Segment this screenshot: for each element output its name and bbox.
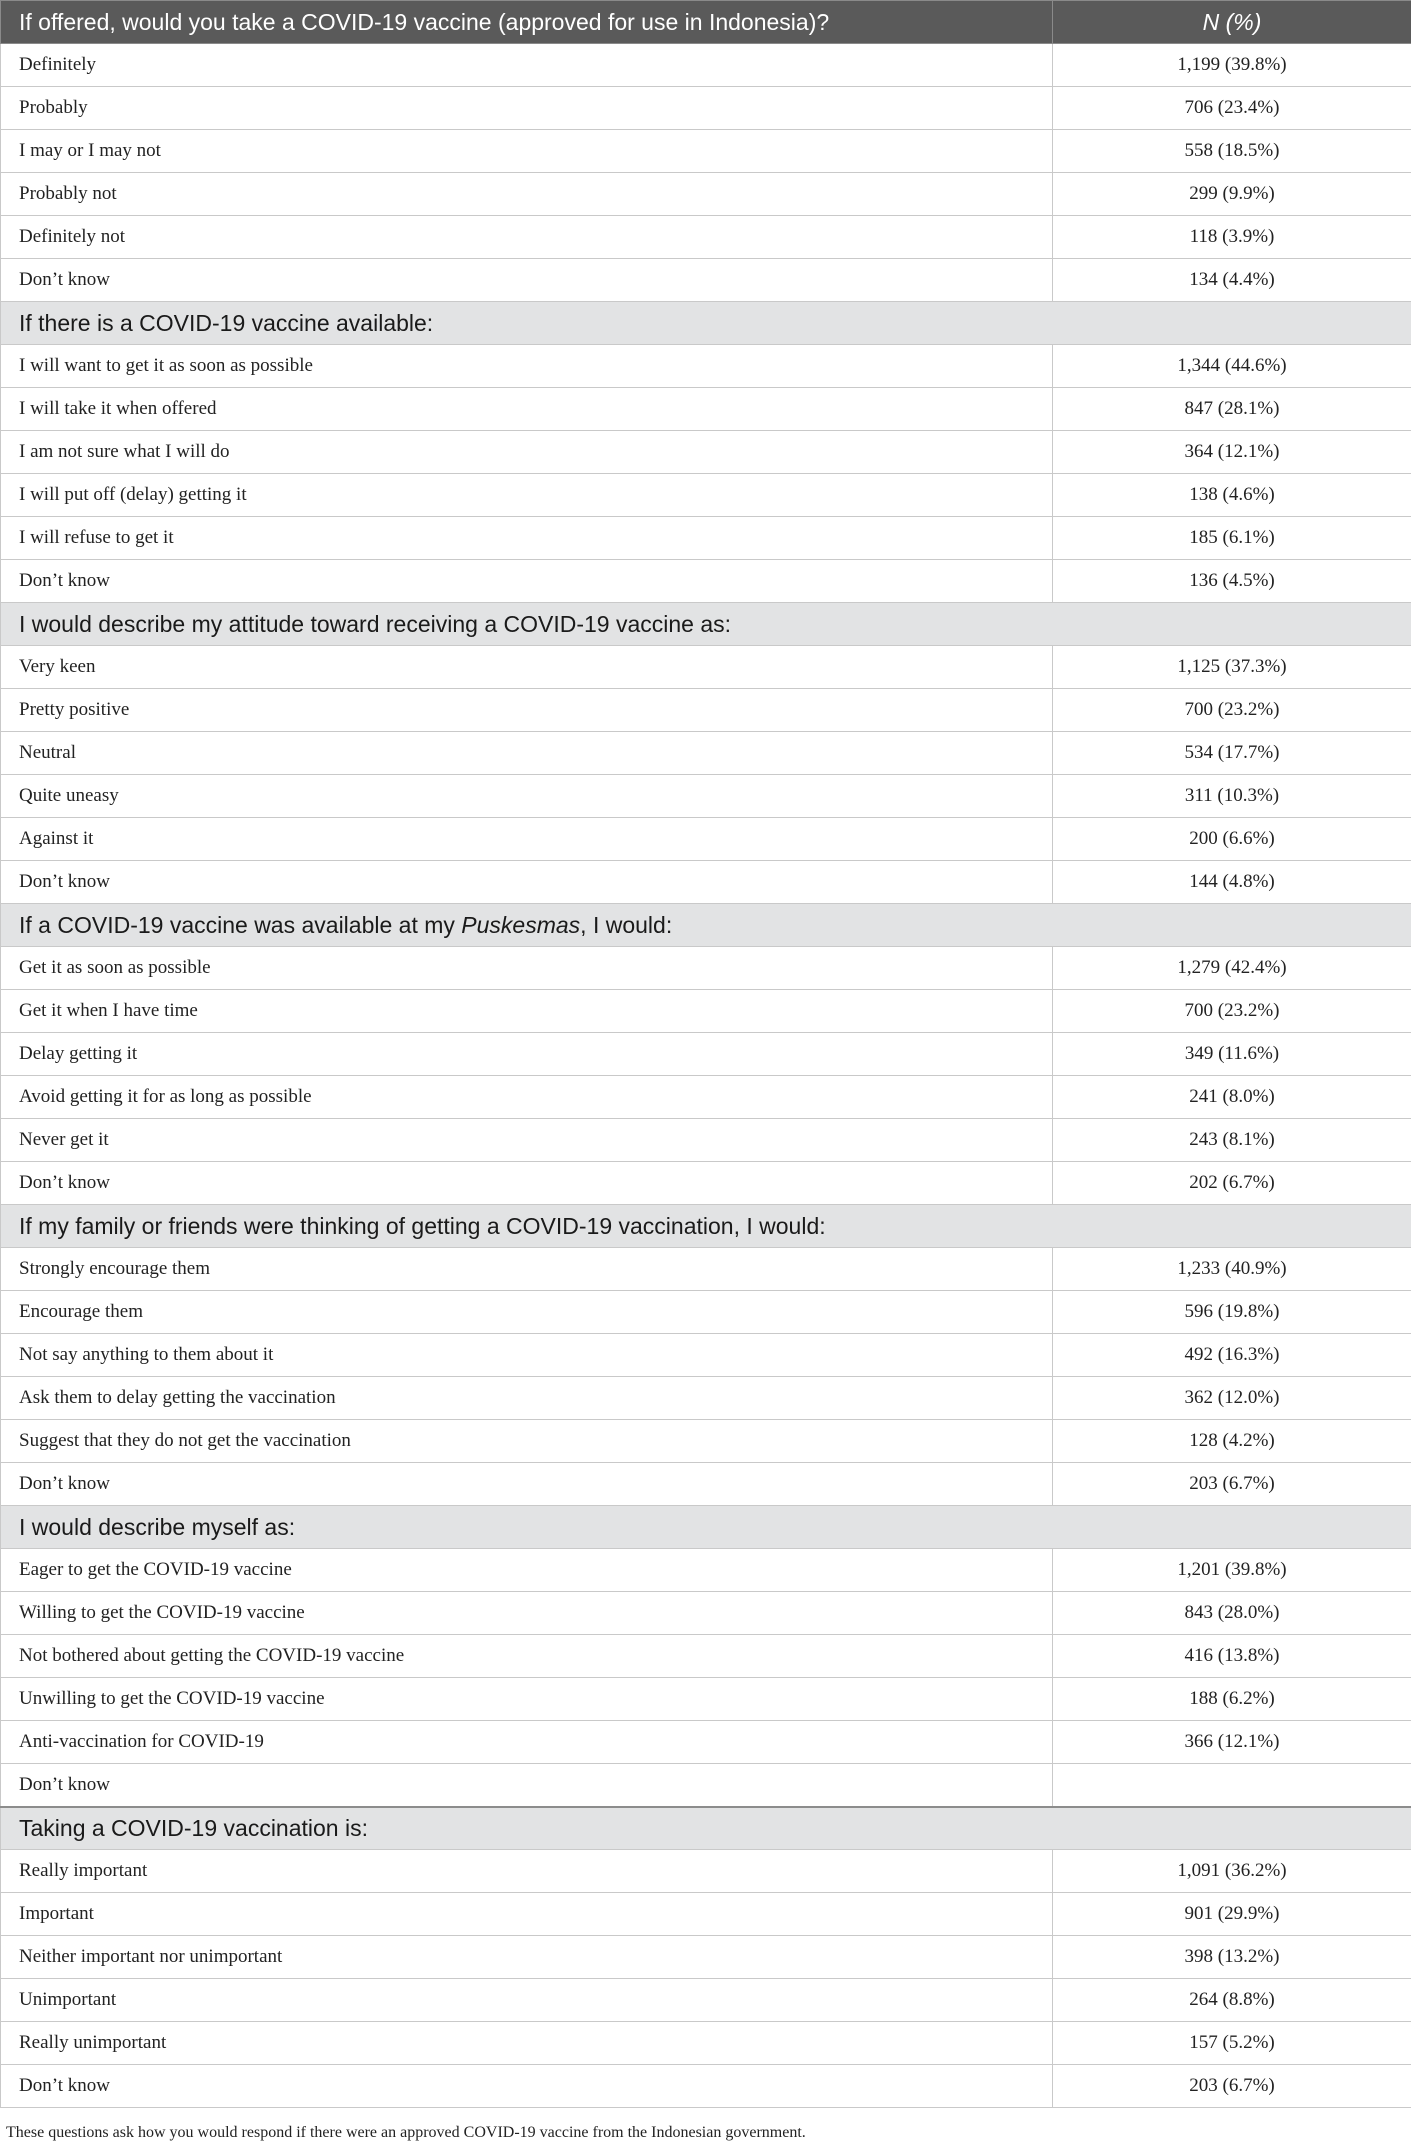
section-title: I would describe my attitude toward receiving a COVID-19 vaccine as: <box>1 603 1411 646</box>
table-row <box>1 2022 1411 2065</box>
table-row <box>1 2065 1411 2108</box>
table-row <box>1 259 1411 302</box>
section-title: If my family or friends were thinking of getting a COVID-19 vaccination, I would: <box>1 1205 1411 1248</box>
response-label: Avoid getting it for as long as possible <box>1 1076 1053 1119</box>
response-label: Neither important nor unimportant <box>1 1936 1053 1979</box>
response-count: 558 (18.5%) <box>1053 130 1411 173</box>
table-row <box>1 1850 1411 1893</box>
response-label: Anti-vaccination for COVID-19 <box>1 1721 1053 1764</box>
response-label: Pretty positive <box>1 689 1053 732</box>
response-label: Really important <box>1 1850 1053 1893</box>
table-row <box>1 87 1411 130</box>
response-count <box>1053 1764 1411 1807</box>
table-row <box>1 1291 1411 1334</box>
response-count: 1,344 (44.6%) <box>1053 345 1411 388</box>
section-title-text: If a COVID-19 vaccine was available at my <box>19 911 462 938</box>
section-header-row <box>1 1506 1411 1549</box>
table-row <box>1 345 1411 388</box>
table-body <box>1 44 1411 2108</box>
response-count: 138 (4.6%) <box>1053 474 1411 517</box>
response-label: I will put off (delay) getting it <box>1 474 1053 517</box>
response-label: Get it when I have time <box>1 990 1053 1033</box>
table-row <box>1 818 1411 861</box>
table-row <box>1 1033 1411 1076</box>
response-count: 299 (9.9%) <box>1053 173 1411 216</box>
table-row <box>1 1979 1411 2022</box>
response-count: 1,201 (39.8%) <box>1053 1549 1411 1592</box>
response-label: Don’t know <box>1 259 1053 302</box>
response-count: 243 (8.1%) <box>1053 1119 1411 1162</box>
section-header-row <box>1 1205 1411 1248</box>
table-row <box>1 517 1411 560</box>
response-label: Very keen <box>1 646 1053 689</box>
response-label: Delay getting it <box>1 1033 1053 1076</box>
response-count: 596 (19.8%) <box>1053 1291 1411 1334</box>
response-count: 264 (8.8%) <box>1053 1979 1411 2022</box>
table-row <box>1 1936 1411 1979</box>
response-label: I am not sure what I will do <box>1 431 1053 474</box>
section-title: I would describe myself as: <box>1 1506 1411 1549</box>
response-count: 311 (10.3%) <box>1053 775 1411 818</box>
section-title: If there is a COVID-19 vaccine available: <box>1 302 1411 345</box>
section-header-row <box>1 1807 1411 1850</box>
section-title-text: , I would: <box>580 911 673 938</box>
table-row <box>1 861 1411 904</box>
table-row <box>1 1463 1411 1506</box>
table-row <box>1 388 1411 431</box>
table-row <box>1 1678 1411 1721</box>
response-label: Don’t know <box>1 1463 1053 1506</box>
table-row <box>1 1893 1411 1936</box>
response-count: 188 (6.2%) <box>1053 1678 1411 1721</box>
table-row <box>1 173 1411 216</box>
response-count: 901 (29.9%) <box>1053 1893 1411 1936</box>
table-row <box>1 1764 1411 1807</box>
n-percent-header: N (%) <box>1053 1 1411 44</box>
response-count: 700 (23.2%) <box>1053 689 1411 732</box>
response-count: 136 (4.5%) <box>1053 560 1411 603</box>
response-label: Definitely not <box>1 216 1053 259</box>
response-label: Important <box>1 1893 1053 1936</box>
response-label: Unimportant <box>1 1979 1053 2022</box>
table-row <box>1 560 1411 603</box>
response-label: Ask them to delay getting the vaccination <box>1 1377 1053 1420</box>
question-header: If offered, would you take a COVID-19 vaccine (approved for use in Indonesia)? <box>1 1 1053 44</box>
response-label: I will want to get it as soon as possible <box>1 345 1053 388</box>
response-label: Unwilling to get the COVID-19 vaccine <box>1 1678 1053 1721</box>
response-count: 200 (6.6%) <box>1053 818 1411 861</box>
table-row <box>1 732 1411 775</box>
table-row <box>1 689 1411 732</box>
response-count: 241 (8.0%) <box>1053 1076 1411 1119</box>
section-header-row <box>1 904 1411 947</box>
response-count: 128 (4.2%) <box>1053 1420 1411 1463</box>
response-count: 1,233 (40.9%) <box>1053 1248 1411 1291</box>
response-label: Really unimportant <box>1 2022 1053 2065</box>
response-label: Not bothered about getting the COVID-19 vaccine <box>1 1635 1053 1678</box>
response-label: Against it <box>1 818 1053 861</box>
response-count: 203 (6.7%) <box>1053 2065 1411 2108</box>
response-label: Not say anything to them about it <box>1 1334 1053 1377</box>
response-count: 416 (13.8%) <box>1053 1635 1411 1678</box>
response-count: 398 (13.2%) <box>1053 1936 1411 1979</box>
section-title: Taking a COVID-19 vaccination is: <box>1 1807 1411 1850</box>
response-count: 202 (6.7%) <box>1053 1162 1411 1205</box>
response-label: Willing to get the COVID-19 vaccine <box>1 1592 1053 1635</box>
response-label: Don’t know <box>1 1764 1053 1807</box>
table-row <box>1 1549 1411 1592</box>
response-label: Neutral <box>1 732 1053 775</box>
response-label: Encourage them <box>1 1291 1053 1334</box>
response-count: 144 (4.8%) <box>1053 861 1411 904</box>
response-count: 1,091 (36.2%) <box>1053 1850 1411 1893</box>
response-label: Don’t know <box>1 2065 1053 2108</box>
table-row <box>1 775 1411 818</box>
table-row <box>1 474 1411 517</box>
response-count: 843 (28.0%) <box>1053 1592 1411 1635</box>
response-label: Probably not <box>1 173 1053 216</box>
table-row <box>1 1420 1411 1463</box>
response-count: 1,199 (39.8%) <box>1053 44 1411 87</box>
table-row <box>1 1248 1411 1291</box>
response-count: 134 (4.4%) <box>1053 259 1411 302</box>
table-row <box>1 1635 1411 1678</box>
section-header-row <box>1 302 1411 345</box>
table-row <box>1 431 1411 474</box>
table-row <box>1 1119 1411 1162</box>
response-label: I will refuse to get it <box>1 517 1053 560</box>
response-label: I may or I may not <box>1 130 1053 173</box>
table-row <box>1 1162 1411 1205</box>
response-label: Don’t know <box>1 560 1053 603</box>
response-label: Quite uneasy <box>1 775 1053 818</box>
response-count: 492 (16.3%) <box>1053 1334 1411 1377</box>
response-label: Probably <box>1 87 1053 130</box>
response-count: 364 (12.1%) <box>1053 431 1411 474</box>
response-label: Eager to get the COVID-19 vaccine <box>1 1549 1053 1592</box>
response-count: 185 (6.1%) <box>1053 517 1411 560</box>
response-count: 366 (12.1%) <box>1053 1721 1411 1764</box>
table-row <box>1 1076 1411 1119</box>
response-label: Never get it <box>1 1119 1053 1162</box>
table-row <box>1 44 1411 87</box>
response-count: 706 (23.4%) <box>1053 87 1411 130</box>
response-count: 700 (23.2%) <box>1053 990 1411 1033</box>
table-row <box>1 130 1411 173</box>
response-label: Don’t know <box>1 1162 1053 1205</box>
section-title <box>1 904 1411 947</box>
table-row <box>1 990 1411 1033</box>
response-count: 1,279 (42.4%) <box>1053 947 1411 990</box>
table-row <box>1 947 1411 990</box>
response-label: Definitely <box>1 44 1053 87</box>
response-label: Strongly encourage them <box>1 1248 1053 1291</box>
response-count: 118 (3.9%) <box>1053 216 1411 259</box>
table-row <box>1 1721 1411 1764</box>
response-count: 534 (17.7%) <box>1053 732 1411 775</box>
response-label: Get it as soon as possible <box>1 947 1053 990</box>
table-row <box>1 1334 1411 1377</box>
response-count: 1,125 (37.3%) <box>1053 646 1411 689</box>
table-row <box>1 646 1411 689</box>
table-row <box>1 1592 1411 1635</box>
response-count: 157 (5.2%) <box>1053 2022 1411 2065</box>
response-count: 362 (12.0%) <box>1053 1377 1411 1420</box>
response-label: I will take it when offered <box>1 388 1053 431</box>
section-title-emphasis: Puskesmas <box>461 911 581 938</box>
table-row <box>1 1377 1411 1420</box>
response-label: Don’t know <box>1 861 1053 904</box>
table-header-row <box>1 1 1411 44</box>
response-label: Suggest that they do not get the vaccination <box>1 1420 1053 1463</box>
section-header-row <box>1 603 1411 646</box>
response-count: 349 (11.6%) <box>1053 1033 1411 1076</box>
response-count: 847 (28.1%) <box>1053 388 1411 431</box>
table-footnote: These questions ask how you would respond if there were an approved COVID-19 vaccine from the Indonesian government. <box>6 2124 806 2141</box>
table-row <box>1 216 1411 259</box>
response-count: 203 (6.7%) <box>1053 1463 1411 1506</box>
